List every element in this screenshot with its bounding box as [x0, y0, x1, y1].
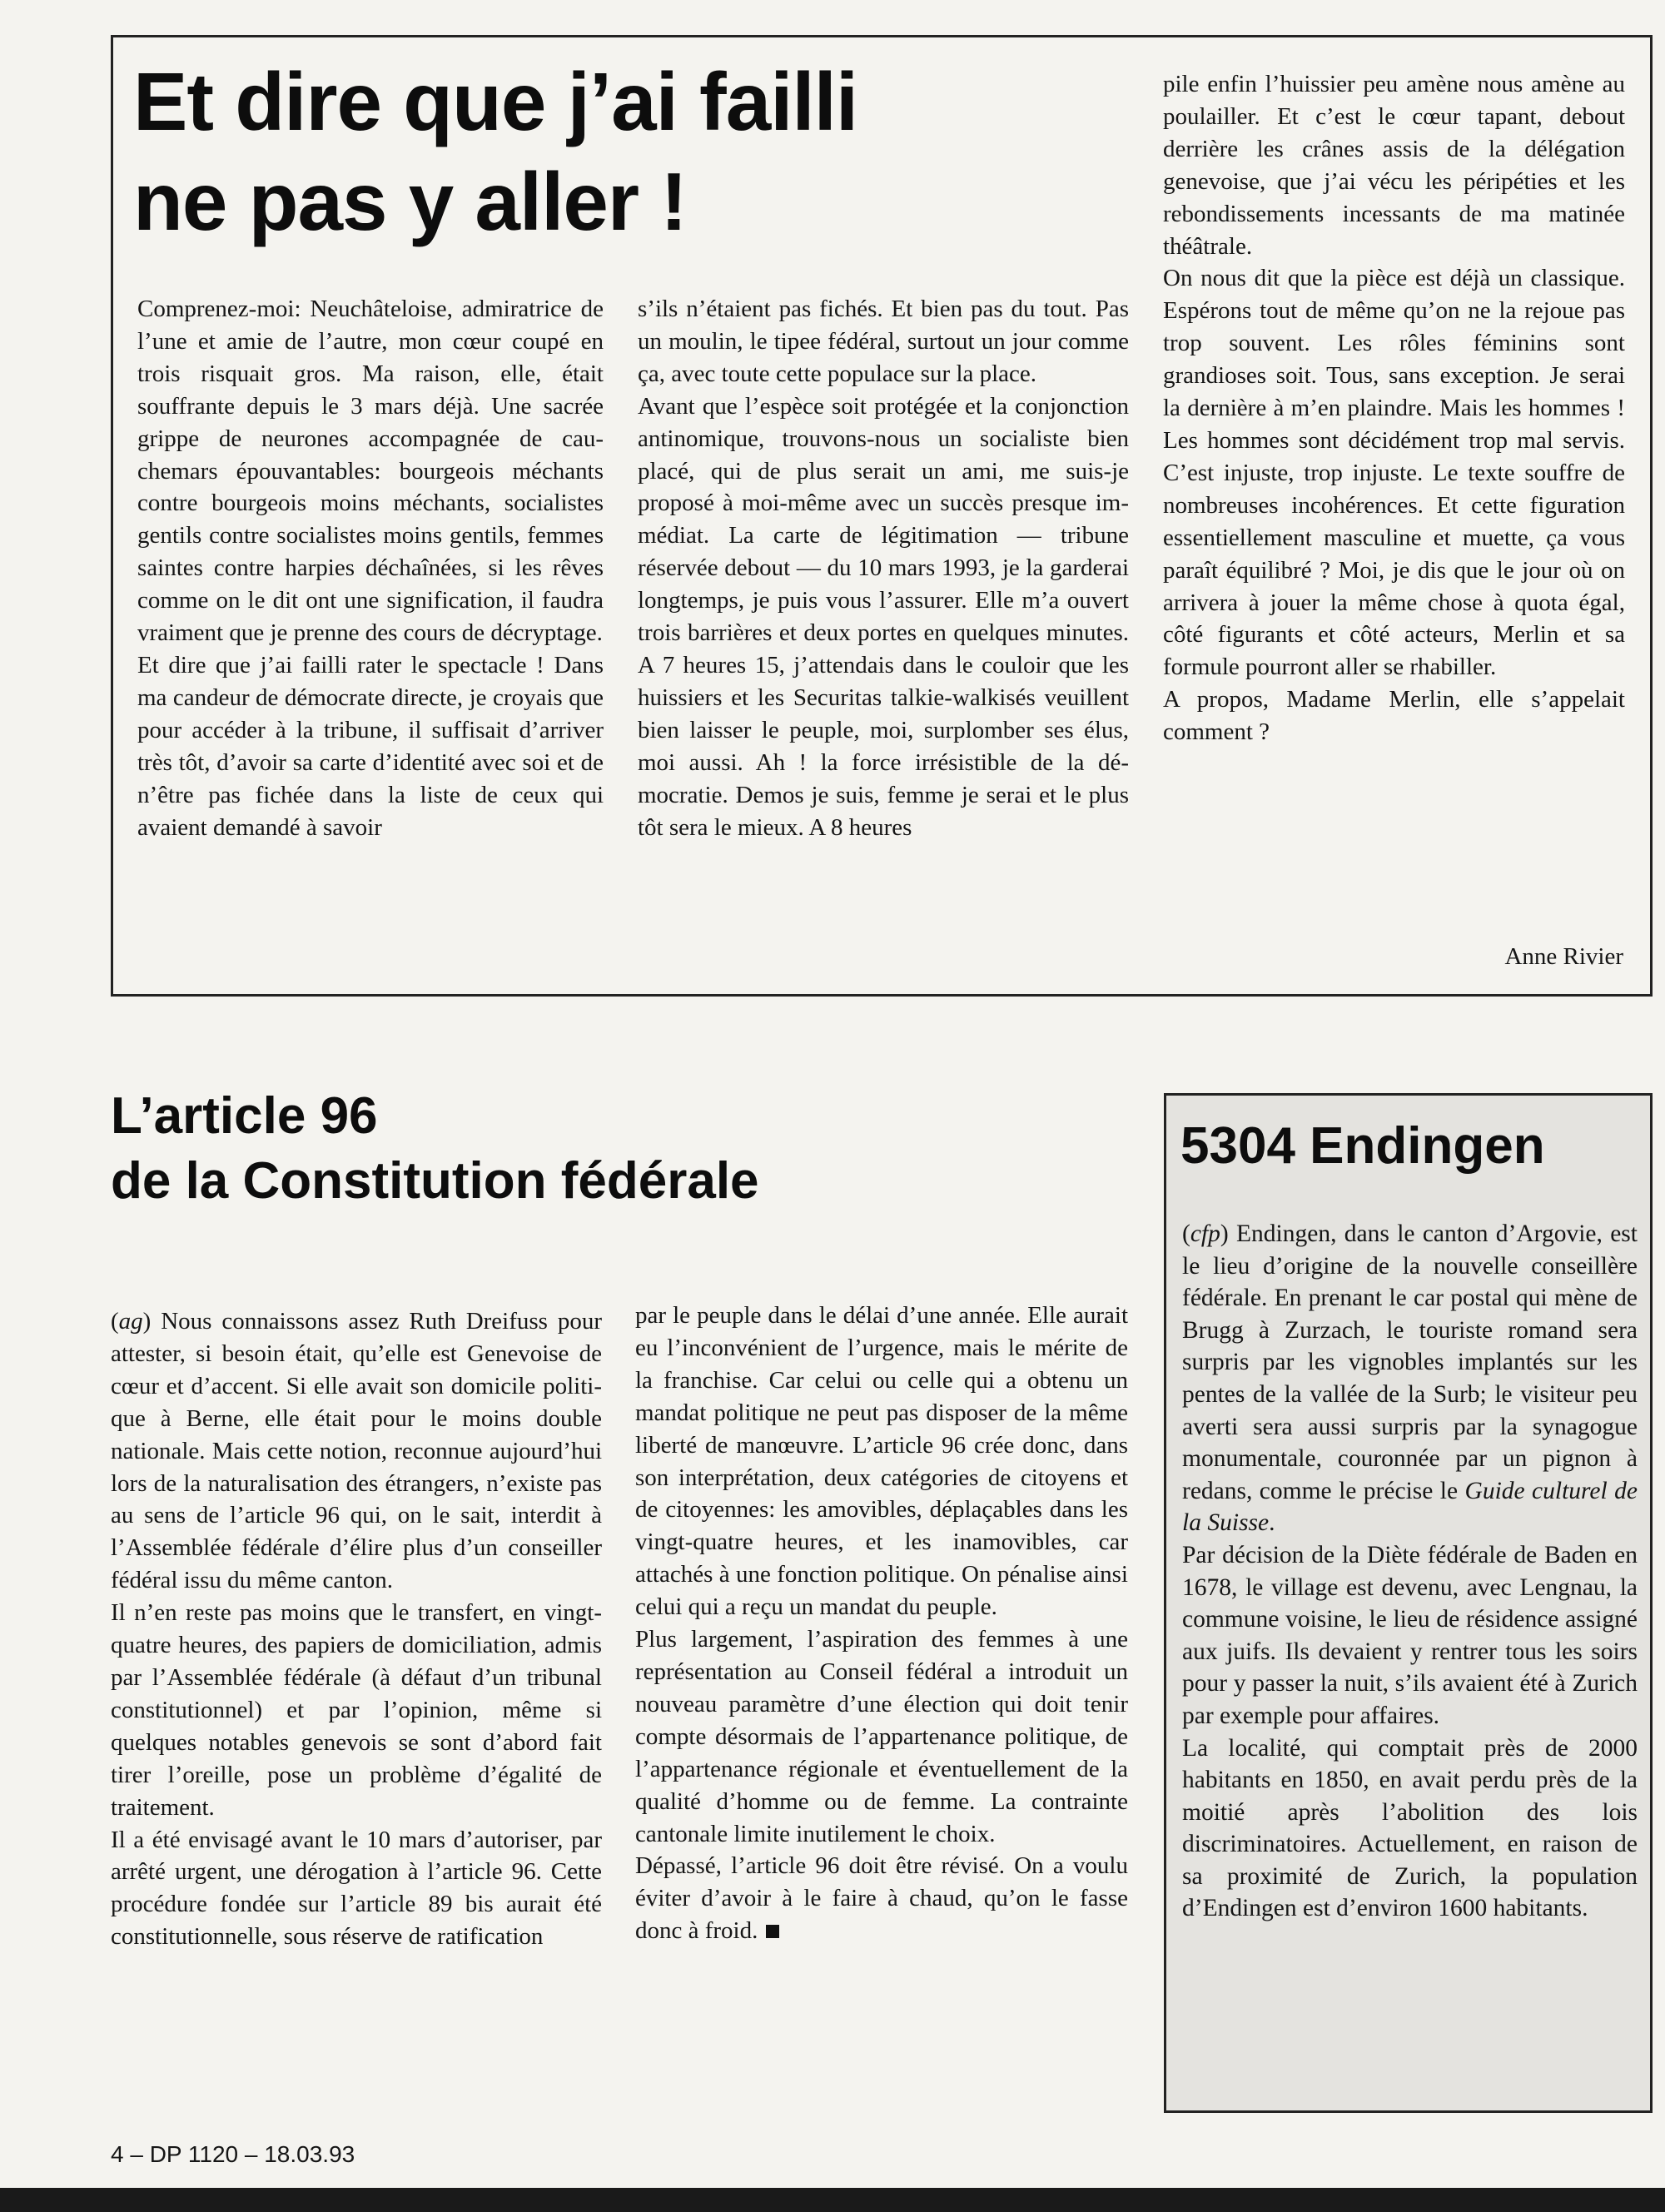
paragraph: Avant que l’espèce soit protégée et la conjonction antinomique, trouvons-nous un socialiste bien placé, qui de plus serait un ami, me suis-je proposé à moi-même avec un succès presque immédiat. La carte de légitimation — tribune réservée debout — du 10 mars 1993, je la garderai longtemps, je puis vous l’assurer. Elle m’a ouvert trois barrières et deux portes en quelques minutes. A 7 heures 15, j’attendais dans le couloir que les huissiers et les Securitas talkie-walkisés veuillent bien laisser le peuple, moi, surplomber ses élus, moi aussi. Ah ! la force irrésistible de la démocratie. Demos je suis, femme je serai et le plus tôt sera le mieux. A 8 heures — [638, 392, 1129, 841]
article-1-title — [133, 52, 1091, 251]
article-2-column-2 — [635, 1300, 1128, 1947]
paragraph: Et dire que j’ai failli rater le spectacle ! Dans ma candeur de démocrate directe, je croyais que pour accéder à la tribune, il suffisait d’arriver très tôt, d’avoir sa carte d’identité avec soi et de n’être pas fichée dans la liste de ceux qui avaient demandé à savoir — [137, 651, 604, 841]
byline: cfp — [1190, 1220, 1220, 1247]
article-3-title: 5304 Endingen — [1180, 1117, 1545, 1175]
paragraph-text: Endingen, dans le canton d’Argovie, est le lieu d’origine de la nouvelle conseillère fédérale. En prenant le car postal qui mène de Brugg à Zurzach, le touriste romand sera surpris par les vignobles implantés sur les pentes de la vallée de la Surb; le visiteur peu averti sera aussi surpris par la synagogue monumentale, couronnée par un pignon à redans, comme le précise le — [1182, 1220, 1638, 1504]
paragraph: Plus largement, l’aspiration des femmes à une représentation au Conseil fédéral a introduit un nouveau paramètre d’une élection qui doit tenir compte désormais de l’appartenance politique, de l’appartenance régionale et éventuellement de la qualité d’homme ou de femme. La contrainte cantonale limite inutilement le choix. — [635, 1626, 1128, 1847]
byline: ag — [118, 1308, 143, 1335]
paragraph: Il n’en reste pas moins que le transfert, en vingt-quatre heures, des papiers de domiciliation, admis par l’Assemblée fédérale (à défaut d’un tribunal constitutionnel) et par l’opinion, même si quelques notables genevois se sont d’abord fait tirer l’oreille, pose un problème d’égalité de traitement. — [111, 1599, 602, 1821]
paragraph: Il a été envisagé avant le 10 mars d’autoriser, par arrêté urgent, une dérogation à l’article 96. Cette procédure fondée sur l’article 89 bis aurait été constitutionnelle, sous réserve de ratification — [111, 1826, 602, 1951]
paragraph: La localité, qui comptait près de 2000 habitants en 1850, en avait perdu près de la moitié après l’abolition des lois discriminatoires. Actuellement, en raison de sa proximité de Zurich, la population d’Endingen est d’environ 1600 habitants. — [1182, 1734, 1638, 1922]
paragraph-text: Nous connaissons assez Ruth Dreifuss pour attester, si besoin était, qu’elle est Genevoise de cœur et d’accent. Si elle avait son domicile politique à Berne, elle était pour le moins double nationale. Mais cette notion, reconnue aujourd’hui lors de la naturalisation des étrangers, n’existe pas au sens de l’article 96 qui, on le sait, interdit à l’Assemblée fédérale d’élire plus d’un conseiller fédéral issu du même canton. — [111, 1308, 602, 1594]
author-signature: Anne Rivier — [1504, 943, 1623, 970]
paragraph: par le peuple dans le délai d’une année. Elle aurait eu l’inconvénient de l’urgence, mais le mérite de la franchise. Car celui ou celle qui a obtenu un mandat politique ne peut pas disposer de la même liberté de manœuvre. L’article 96 crée donc, dans son interprétation, deux catégories de citoyens et de citoyennes: les amovibles, déplaçables dans les vingt-quatre heures, et les inamovibles, car attachés à une fonction politique. On pénalise ainsi celui qui a reçu un mandat du peuple. — [635, 1302, 1128, 1621]
article-2-title-line-2: de la Constitution fédérale — [111, 1152, 759, 1210]
paragraph — [635, 1850, 1128, 1947]
paragraph-text: Dépassé, l’article 96 doit être révisé. On a voulu éviter d’avoir à le faire à chaud, qu’on le fasse donc à froid. — [635, 1852, 1128, 1945]
article-1-title-line-2: ne pas y aller ! — [133, 156, 687, 247]
paragraph: (cfp) Endingen, dans le canton d’Argovie, est le lieu d’origine de la nouvelle conseillère fédérale. En prenant le car postal qui mène de Brugg à Zurzach, le touriste romand sera surpris par les vignobles implantés sur les pentes de la vallée de la Surb; le visiteur peu averti sera aussi surpris par la synagogue monumentale, couronnée par un pignon à redans, comme le précise le Guide culturel de la Suisse. — [1182, 1220, 1638, 1537]
article-1-title-line-1: Et dire que j’ai failli — [133, 56, 858, 147]
scan-edge — [0, 2188, 1665, 2212]
paragraph: (ag) Nous connaissons assez Ruth Dreifuss pour attester, si besoin était, qu’elle est Genevoise de cœur et d’accent. Si elle avait son domicile politique à Berne, elle était pour le moins double nationale. Mais cette notion, reconnue aujourd’hui lors de la naturalisation des étrangers, n’existe pas au sens de l’article 96 qui, on le sait, interdit à l’Assemblée fédérale d’élire plus d’un conseiller fédéral issu du même canton. — [111, 1308, 602, 1594]
paragraph: On nous dit que la pièce est déjà un classique. Espérons tout de même qu’on ne la rejoue pas trop souvent. Les rôles féminins sont grandioses soit. Tous, sans exception. Je serai la dernière à m’en plaindre. Mais les hommes ! Les hommes sont décidément trop mal servis. C’est injuste, trop injuste. Le texte souffre de nombreuses incohérences. Et cette figuration essentiellement masculine et muette, ça vous paraît équilibré ? Moi, je dis que le jour où on arrivera à jouer la même chose à quota égal, côté figurants et côté acteurs, Merlin et sa formule pourront aller se rhabiller. — [1163, 265, 1625, 681]
paragraph: pile enfin l’huissier peu amène nous amène au poulailler. Et c’est le cœur tapant, debout derrière les crânes assis de la délégation genevoise, que j’ai vécu les péripéties et les rebondissements incessants de ma matinée théâtrale. — [1163, 71, 1625, 260]
article-2-title-line-1: L’article 96 — [111, 1087, 378, 1145]
article-1-column-2 — [638, 293, 1129, 843]
end-mark-icon — [766, 1925, 779, 1938]
article-1-column-1 — [137, 293, 604, 843]
paragraph: Comprenez-moi: Neuchâteloise, admiratrice de l’une et amie de l’autre, mon cœur coupé en trois risquait gros. Ma raison, elle, était souffrante depuis le 3 mars déjà. Une sacrée grippe de neurones accompagnée de cauchemars épouvantables: bourgeois méchants contre bourgeois moins méchants, socialistes gentils contre socialistes moins gentils, femmes saintes contre harpies déchaînées, si les rêves comme on le dit ont une signification, il faudra vraiment que je prenne des cours de décryptage. — [137, 296, 604, 647]
article-1-column-3 — [1163, 68, 1625, 748]
article-2-title — [111, 1084, 1110, 1214]
page-folio: 4 – DP 1120 – 18.03.93 — [111, 2141, 355, 2167]
book-title: Guide culturel de la Suisse — [1182, 1477, 1638, 1537]
article-2-column-1 — [111, 1305, 602, 1953]
paragraph: A propos, Madame Merlin, elle s’appelait comment ? — [1163, 686, 1625, 746]
paragraph-text: . — [1269, 1509, 1275, 1537]
paragraph: Par décision de la Diète fédérale de Baden en 1678, le village est devenu, avec Lengnau, la commune voisine, le lieu de résidence assigné aux juifs. Ils devaient y rentrer tous les soirs pour y passer la nuit, s’ils avaient été à Zurich par exemple pour affaires. — [1182, 1541, 1638, 1729]
article-3-column — [1182, 1218, 1638, 1925]
paragraph: s’ils n’étaient pas fichés. Et bien pas du tout. Pas un moulin, le tipee fédéral, surtout un jour comme ça, avec toute cette populace sur la place. — [638, 296, 1129, 387]
